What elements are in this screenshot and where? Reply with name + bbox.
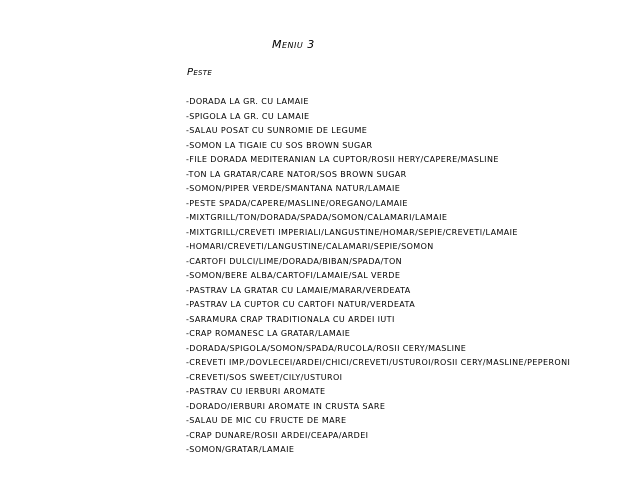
section-title: Peste: [187, 67, 213, 78]
menu-item: -SALAU DE MIC CU FRUCTE DE MARE: [186, 416, 347, 425]
menu-item: -HOMARI/CREVETI/LANGUSTINE/CALAMARI/SEPIE/SOMON: [186, 242, 434, 251]
menu-item: -PESTE SPADA/CAPERE/MASLINE/OREGANO/LAMAIE: [186, 198, 408, 208]
menu-item: -CREVETI/SOS SWEET/CILY/USTUROI: [186, 372, 343, 382]
menu-item: -SARAMURA CRAP TRADITIONALA CU ARDEI IUTI: [186, 314, 395, 324]
menu-item-list: [186, 95, 570, 458]
menu-item: -FILE DORADA MEDITERANIAN LA CUPTOR/ROSII HERY/CAPERE/MASLINE: [186, 155, 499, 164]
menu-item: -SOMON/PIPER VERDE/SMANTANA NATUR/LAMAIE: [186, 184, 401, 193]
menu-item: -SALAU POSAT CU SUNROMIE DE LEGUME: [186, 126, 368, 135]
menu-item: -CREVETI IMP./DOVLECEI/ARDEI/CHICI/CREVETI/USTUROI/ROSII CERY/MASLINE/PEPERONI: [186, 358, 571, 367]
menu-item: -TON LA GRATAR/CARE NATOR/SOS BROWN SUGAR: [186, 169, 407, 179]
menu-item: -PASTRAV LA CUPTOR CU CARTOFI NATUR/VERDEATA: [186, 300, 416, 309]
menu-item: -DORADA LA GR. CU LAMAIE: [186, 97, 309, 106]
menu-item: -DORADA/SPIGOLA/SOMON/SPADA/RUCOLA/ROSII CERY/MASLINE: [186, 343, 467, 353]
menu-item: -DORADO/IERBURI AROMATE IN CRUSTA SARE: [186, 401, 386, 411]
menu-item: -SOMON/BERE ALBA/CARTOFI/LAMAIE/SAL VERDE: [186, 271, 401, 280]
menu-item: -PASTRAV CU IERBURI AROMATE: [186, 387, 326, 396]
menu-item: -CRAP DUNARE/ROSII ARDEI/CEAPA/ARDEI: [186, 430, 369, 440]
menu-item: -MIXTGRILL/CREVETI IMPERIALI/LANGUSTINE/HOMAR/SEPIE/CREVETI/LAMAIE: [186, 227, 518, 237]
menu-item: -CARTOFI DULCI/LIME/DORADA/BIBAN/SPADA/TON: [186, 256, 403, 266]
menu-item: -SPIGOLA LA GR. CU LAMAIE: [186, 111, 310, 121]
menu-item: -SOMON LA TIGAIE CU SOS BROWN SUGAR: [186, 140, 373, 150]
menu-title: Meniu 3: [272, 38, 315, 51]
menu-item: -SOMON/GRATAR/LAMAIE: [186, 445, 295, 454]
menu-item: -PASTRAV LA GRATAR CU LAMAIE/MARAR/VERDEATA: [186, 285, 411, 295]
menu-item: -CRAP ROMANESC LA GRATAR/LAMAIE: [186, 329, 351, 338]
menu-item: -MIXTGRILL/TON/DORADA/SPADA/SOMON/CALAMARI/LAMAIE: [186, 213, 448, 222]
